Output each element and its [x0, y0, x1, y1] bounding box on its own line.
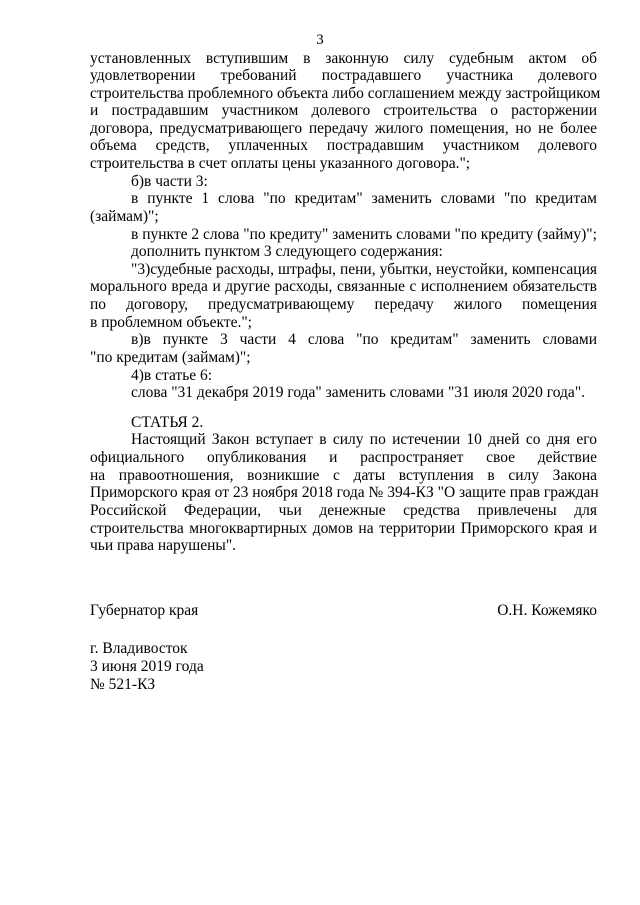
text-line: чьи права нарушены".: [90, 537, 237, 554]
text-line: в пункте 1 слова "по кредитам" заменить словами "по кредитам: [131, 190, 597, 207]
footer-date: 3 июня 2019 года: [90, 658, 204, 675]
text-line: Настоящий Закон вступает в силу по истечении 10 дней со дня его: [131, 431, 597, 448]
page-number: 3: [316, 32, 324, 48]
text-line: строительства в счет оплаты цены указанного договора.";: [90, 155, 471, 172]
text-line: объема средств, уплаченных пострадавшим участником долевого: [90, 137, 597, 154]
text-line: удовлетворении требований пострадавшего участника долевого: [90, 67, 597, 84]
text-line: "по кредитам (займам)";: [90, 349, 251, 366]
text-line: договора, предусматривающего передачу жилого помещения, но не более: [90, 120, 597, 137]
text-line: в проблемном объекте.";: [90, 314, 252, 331]
text-line: б)в части 3:: [131, 173, 208, 190]
text-line: Российской Федерации, чьи денежные средства привлечены для: [90, 502, 597, 519]
text-line: на правоотношения, возникшие с даты вступления в силу Закона: [90, 467, 597, 484]
text-line: установленных вступившим в законную силу судебным актом об: [90, 50, 597, 67]
footer-number: № 521-КЗ: [90, 676, 156, 693]
text-line: дополнить пунктом 3 следующего содержания:: [131, 243, 443, 260]
signature-name: О.Н. Кожемяко: [497, 602, 597, 619]
text-line: по договору, предусматривающему передачу жилого помещения: [90, 296, 597, 313]
text-line: официального опубликования и распространяет свое действие: [90, 449, 597, 466]
text-line: в)в пункте 3 части 4 слова "по кредитам" заменить словами: [131, 331, 597, 348]
signature-position: Губернатор края: [90, 602, 199, 619]
text-line: (займам)";: [90, 208, 159, 225]
text-line: 4)в статье 6:: [131, 367, 213, 384]
text-line: "3)судебные расходы, штрафы, пени, убытки, неустойки, компенсация: [131, 261, 597, 278]
text-line: СТАТЬЯ 2.: [131, 414, 204, 431]
text-line: Приморского края от 23 ноября 2018 года № 394-КЗ "О защите прав граждан: [90, 484, 599, 501]
text-line: строительства проблемного объекта либо соглашением между застройщиком: [90, 85, 601, 102]
text-line: слова "31 декабря 2019 года" заменить словами "31 июля 2020 года".: [131, 384, 586, 401]
text-line: морального вреда и другие расходы, связанные с исполнением обязательств: [90, 278, 597, 295]
footer-city: г. Владивосток: [90, 640, 188, 657]
text-line: в пункте 2 слова "по кредиту" заменить словами "по кредиту (займу)";: [131, 226, 597, 243]
text-line: строительства многоквартирных домов на территории Приморского края и: [90, 520, 597, 537]
text-line: и пострадавшим участником долевого строительства о расторжении: [90, 102, 597, 119]
